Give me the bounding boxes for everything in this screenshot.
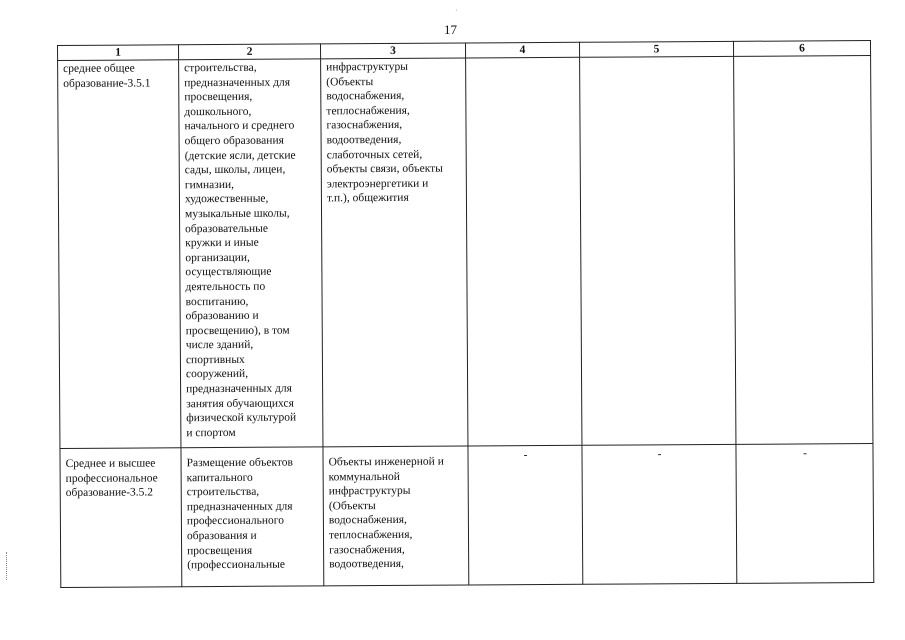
column-header-5: 5: [579, 41, 733, 57]
land-use-table: [57, 40, 874, 588]
cell-auxiliary-objects: инфраструктуры (Объекты водоснабжения, теплоснабжения, газоснабжения, водоотведения, слаботочных сетей, объекты связи, объекты электроэнергетики и т.п.), общежития: [321, 58, 468, 447]
cell-column-4: -: [468, 445, 583, 585]
cell-auxiliary-objects: Объекты инженерной и коммунальной инфраструктуры (Объекты водоснабжения, теплоснабжения, газоснабжения, водоотведения,: [323, 446, 469, 586]
cell-column-5: -: [582, 444, 737, 584]
scan-margin-mark: [6, 552, 9, 580]
column-header-3: 3: [320, 43, 465, 59]
column-header-4: 4: [465, 42, 579, 58]
cell-description: Размещение объектов капитального строительства, предназначенных для профессионального образования и просвещения (профессиональные: [181, 447, 324, 587]
land-use-table-wrapper: [57, 40, 873, 583]
cell-description: строительства, предназначенных для просвещения, дошкольного, начального и среднего общего образования (детские ясли, детские сады, школы, лицеи, гимназии, художественные, музыкальные школы, образовательные кружки и иные организации, осуществляющие деятельность по воспитанию, образованию и просвещению), в том числе зданий, спортивных сооружений, предназначенных для занятия обучающихся физической культурой и спортом: [179, 59, 323, 448]
page-number: 17: [444, 22, 457, 37]
column-header-6: 6: [733, 41, 870, 57]
column-header-2: 2: [179, 44, 321, 60]
cell-column-6: -: [736, 444, 874, 584]
cell-column-5: [580, 56, 736, 445]
cell-column-6: [734, 56, 873, 445]
scan-speck: ·: [455, 6, 458, 15]
cell-land-use-type: Среднее и высшее профессиональное образование-3.5.2: [60, 448, 182, 588]
cell-column-4: [466, 57, 582, 446]
table-row: [60, 444, 874, 588]
table-row: [58, 56, 873, 449]
cell-land-use-type: среднее общее образование-3.5.1: [58, 60, 181, 449]
column-header-1: 1: [58, 45, 179, 61]
